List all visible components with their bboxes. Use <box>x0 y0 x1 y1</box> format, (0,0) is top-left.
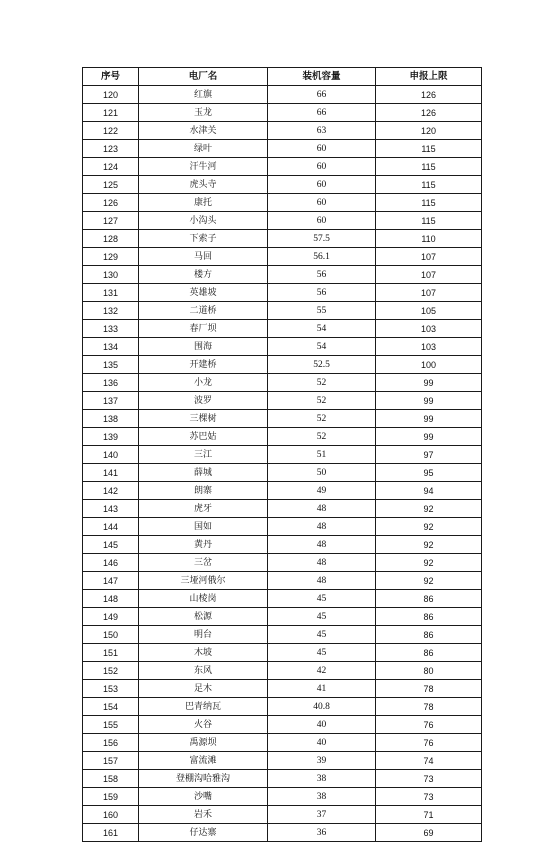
row-plant-name: 木坡 <box>139 644 268 662</box>
row-plant-name: 小龙 <box>139 374 268 392</box>
row-installed-capacity: 39 <box>268 752 376 770</box>
row-declared-limit: 86 <box>376 644 482 662</box>
row-installed-capacity: 55 <box>268 302 376 320</box>
row-seq: 153 <box>83 680 139 698</box>
row-plant-name: 黄丹 <box>139 536 268 554</box>
row-declared-limit: 69 <box>376 824 482 842</box>
row-plant-name: 明台 <box>139 626 268 644</box>
table-header-row <box>83 68 482 86</box>
row-declared-limit: 99 <box>376 374 482 392</box>
row-installed-capacity: 41 <box>268 680 376 698</box>
row-installed-capacity: 37 <box>268 806 376 824</box>
row-installed-capacity: 52.5 <box>268 356 376 374</box>
table-row <box>83 644 482 662</box>
row-declared-limit: 105 <box>376 302 482 320</box>
row-installed-capacity: 48 <box>268 536 376 554</box>
row-seq: 146 <box>83 554 139 572</box>
row-plant-name: 汗牛河 <box>139 158 268 176</box>
row-declared-limit: 86 <box>376 608 482 626</box>
row-plant-name: 楼方 <box>139 266 268 284</box>
row-installed-capacity: 45 <box>268 608 376 626</box>
row-seq: 154 <box>83 698 139 716</box>
row-installed-capacity: 56 <box>268 266 376 284</box>
row-declared-limit: 103 <box>376 338 482 356</box>
row-seq: 160 <box>83 806 139 824</box>
table-row <box>83 482 482 500</box>
row-seq: 143 <box>83 500 139 518</box>
row-plant-name: 薛城 <box>139 464 268 482</box>
row-seq: 125 <box>83 176 139 194</box>
row-installed-capacity: 51 <box>268 446 376 464</box>
table-row <box>83 716 482 734</box>
row-declared-limit: 100 <box>376 356 482 374</box>
row-installed-capacity: 45 <box>268 590 376 608</box>
table-row <box>83 662 482 680</box>
row-installed-capacity: 66 <box>268 104 376 122</box>
row-installed-capacity: 52 <box>268 392 376 410</box>
row-installed-capacity: 54 <box>268 338 376 356</box>
row-declared-limit: 99 <box>376 428 482 446</box>
row-plant-name: 春厂坝 <box>139 320 268 338</box>
row-seq: 139 <box>83 428 139 446</box>
row-seq: 144 <box>83 518 139 536</box>
row-plant-name: 围海 <box>139 338 268 356</box>
row-seq: 130 <box>83 266 139 284</box>
row-declared-limit: 126 <box>376 86 482 104</box>
row-declared-limit: 92 <box>376 518 482 536</box>
row-plant-name: 山棱岗 <box>139 590 268 608</box>
row-declared-limit: 99 <box>376 410 482 428</box>
table-row <box>83 140 482 158</box>
row-declared-limit: 120 <box>376 122 482 140</box>
row-installed-capacity: 48 <box>268 572 376 590</box>
row-seq: 122 <box>83 122 139 140</box>
row-declared-limit: 73 <box>376 788 482 806</box>
row-installed-capacity: 60 <box>268 140 376 158</box>
row-seq: 156 <box>83 734 139 752</box>
row-installed-capacity: 63 <box>268 122 376 140</box>
row-plant-name: 小沟头 <box>139 212 268 230</box>
row-installed-capacity: 52 <box>268 374 376 392</box>
row-plant-name: 松源 <box>139 608 268 626</box>
row-declared-limit: 115 <box>376 176 482 194</box>
row-seq: 150 <box>83 626 139 644</box>
power-plant-table <box>82 67 482 842</box>
table-row <box>83 410 482 428</box>
row-seq: 142 <box>83 482 139 500</box>
row-seq: 159 <box>83 788 139 806</box>
row-seq: 147 <box>83 572 139 590</box>
row-declared-limit: 115 <box>376 212 482 230</box>
row-plant-name: 玉龙 <box>139 104 268 122</box>
row-seq: 129 <box>83 248 139 266</box>
table-row <box>83 212 482 230</box>
row-installed-capacity: 60 <box>268 212 376 230</box>
row-declared-limit: 86 <box>376 626 482 644</box>
row-plant-name: 三垭河俄尔 <box>139 572 268 590</box>
table-row <box>83 680 482 698</box>
row-installed-capacity: 49 <box>268 482 376 500</box>
row-seq: 132 <box>83 302 139 320</box>
table-row <box>83 230 482 248</box>
table-row <box>83 824 482 842</box>
table-row <box>83 392 482 410</box>
row-declared-limit: 78 <box>376 680 482 698</box>
header-plant-name: 电厂名 <box>139 68 268 86</box>
row-seq: 140 <box>83 446 139 464</box>
table-row <box>83 698 482 716</box>
row-plant-name: 红旗 <box>139 86 268 104</box>
row-declared-limit: 107 <box>376 248 482 266</box>
row-seq: 157 <box>83 752 139 770</box>
row-declared-limit: 76 <box>376 716 482 734</box>
row-plant-name: 水津关 <box>139 122 268 140</box>
row-declared-limit: 126 <box>376 104 482 122</box>
table-row <box>83 554 482 572</box>
row-declared-limit: 92 <box>376 572 482 590</box>
row-plant-name: 火谷 <box>139 716 268 734</box>
table-row <box>83 500 482 518</box>
row-declared-limit: 110 <box>376 230 482 248</box>
row-declared-limit: 92 <box>376 536 482 554</box>
row-declared-limit: 94 <box>376 482 482 500</box>
row-plant-name: 开建桥 <box>139 356 268 374</box>
row-plant-name: 三岔 <box>139 554 268 572</box>
row-plant-name: 东风 <box>139 662 268 680</box>
row-installed-capacity: 57.5 <box>268 230 376 248</box>
table-row <box>83 194 482 212</box>
header-declared-limit: 申报上限 <box>376 68 482 86</box>
row-installed-capacity: 40.8 <box>268 698 376 716</box>
row-seq: 131 <box>83 284 139 302</box>
row-declared-limit: 107 <box>376 284 482 302</box>
row-declared-limit: 95 <box>376 464 482 482</box>
row-declared-limit: 92 <box>376 554 482 572</box>
table-row <box>83 446 482 464</box>
table-row <box>83 788 482 806</box>
row-declared-limit: 86 <box>376 590 482 608</box>
table-row <box>83 770 482 788</box>
table-row <box>83 734 482 752</box>
row-seq: 124 <box>83 158 139 176</box>
table-row <box>83 338 482 356</box>
row-installed-capacity: 38 <box>268 788 376 806</box>
row-plant-name: 英雄坡 <box>139 284 268 302</box>
row-installed-capacity: 40 <box>268 734 376 752</box>
row-plant-name: 朗寨 <box>139 482 268 500</box>
row-installed-capacity: 48 <box>268 500 376 518</box>
row-seq: 158 <box>83 770 139 788</box>
row-installed-capacity: 66 <box>268 86 376 104</box>
row-plant-name: 三棵树 <box>139 410 268 428</box>
table-row <box>83 608 482 626</box>
row-seq: 128 <box>83 230 139 248</box>
row-seq: 161 <box>83 824 139 842</box>
row-seq: 141 <box>83 464 139 482</box>
row-seq: 135 <box>83 356 139 374</box>
table-row <box>83 248 482 266</box>
row-plant-name: 三江 <box>139 446 268 464</box>
row-plant-name: 国如 <box>139 518 268 536</box>
row-declared-limit: 99 <box>376 392 482 410</box>
table-row <box>83 176 482 194</box>
table-row <box>83 806 482 824</box>
row-installed-capacity: 45 <box>268 626 376 644</box>
row-seq: 155 <box>83 716 139 734</box>
row-installed-capacity: 48 <box>268 554 376 572</box>
table-row <box>83 104 482 122</box>
table-row <box>83 572 482 590</box>
row-plant-name: 登棚沟哈雅沟 <box>139 770 268 788</box>
row-installed-capacity: 54 <box>268 320 376 338</box>
row-plant-name: 虎头寺 <box>139 176 268 194</box>
row-plant-name: 二道桥 <box>139 302 268 320</box>
row-seq: 134 <box>83 338 139 356</box>
table-row <box>83 374 482 392</box>
header-installed-capacity: 装机容量 <box>268 68 376 86</box>
row-declared-limit: 71 <box>376 806 482 824</box>
row-plant-name: 波罗 <box>139 392 268 410</box>
table-row <box>83 428 482 446</box>
row-declared-limit: 103 <box>376 320 482 338</box>
row-seq: 120 <box>83 86 139 104</box>
row-seq: 138 <box>83 410 139 428</box>
row-plant-name: 仔达寨 <box>139 824 268 842</box>
row-installed-capacity: 42 <box>268 662 376 680</box>
table-body <box>83 86 482 842</box>
row-installed-capacity: 60 <box>268 194 376 212</box>
table-row <box>83 86 482 104</box>
row-installed-capacity: 60 <box>268 176 376 194</box>
row-plant-name: 巴青纳瓦 <box>139 698 268 716</box>
row-plant-name: 绿叶 <box>139 140 268 158</box>
table-row <box>83 518 482 536</box>
row-declared-limit: 73 <box>376 770 482 788</box>
row-installed-capacity: 45 <box>268 644 376 662</box>
table-row <box>83 536 482 554</box>
row-plant-name: 禹源坝 <box>139 734 268 752</box>
row-plant-name: 虎牙 <box>139 500 268 518</box>
row-installed-capacity: 52 <box>268 428 376 446</box>
row-installed-capacity: 60 <box>268 158 376 176</box>
row-plant-name: 苏巴姑 <box>139 428 268 446</box>
table-row <box>83 464 482 482</box>
row-seq: 136 <box>83 374 139 392</box>
row-declared-limit: 92 <box>376 500 482 518</box>
row-installed-capacity: 48 <box>268 518 376 536</box>
row-seq: 121 <box>83 104 139 122</box>
row-declared-limit: 97 <box>376 446 482 464</box>
table-row <box>83 626 482 644</box>
row-seq: 151 <box>83 644 139 662</box>
row-seq: 137 <box>83 392 139 410</box>
row-plant-name: 足木 <box>139 680 268 698</box>
row-seq: 145 <box>83 536 139 554</box>
row-installed-capacity: 50 <box>268 464 376 482</box>
row-plant-name: 岩禾 <box>139 806 268 824</box>
table-row <box>83 752 482 770</box>
row-declared-limit: 115 <box>376 140 482 158</box>
row-plant-name: 马回 <box>139 248 268 266</box>
table-row <box>83 356 482 374</box>
row-seq: 152 <box>83 662 139 680</box>
row-installed-capacity: 36 <box>268 824 376 842</box>
row-plant-name: 沙嘴 <box>139 788 268 806</box>
row-declared-limit: 107 <box>376 266 482 284</box>
table-row <box>83 158 482 176</box>
row-plant-name: 康托 <box>139 194 268 212</box>
row-declared-limit: 80 <box>376 662 482 680</box>
table-row <box>83 590 482 608</box>
row-declared-limit: 115 <box>376 158 482 176</box>
table-row <box>83 266 482 284</box>
row-declared-limit: 115 <box>376 194 482 212</box>
row-installed-capacity: 56 <box>268 284 376 302</box>
table-row <box>83 302 482 320</box>
row-installed-capacity: 52 <box>268 410 376 428</box>
row-seq: 123 <box>83 140 139 158</box>
row-plant-name: 富流滩 <box>139 752 268 770</box>
row-seq: 148 <box>83 590 139 608</box>
row-seq: 126 <box>83 194 139 212</box>
table-row <box>83 284 482 302</box>
row-plant-name: 下索子 <box>139 230 268 248</box>
table-row <box>83 122 482 140</box>
row-seq: 133 <box>83 320 139 338</box>
row-seq: 127 <box>83 212 139 230</box>
row-declared-limit: 74 <box>376 752 482 770</box>
row-installed-capacity: 38 <box>268 770 376 788</box>
row-installed-capacity: 40 <box>268 716 376 734</box>
row-seq: 149 <box>83 608 139 626</box>
row-installed-capacity: 56.1 <box>268 248 376 266</box>
row-declared-limit: 78 <box>376 698 482 716</box>
header-seq: 序号 <box>83 68 139 86</box>
row-declared-limit: 76 <box>376 734 482 752</box>
table-row <box>83 320 482 338</box>
